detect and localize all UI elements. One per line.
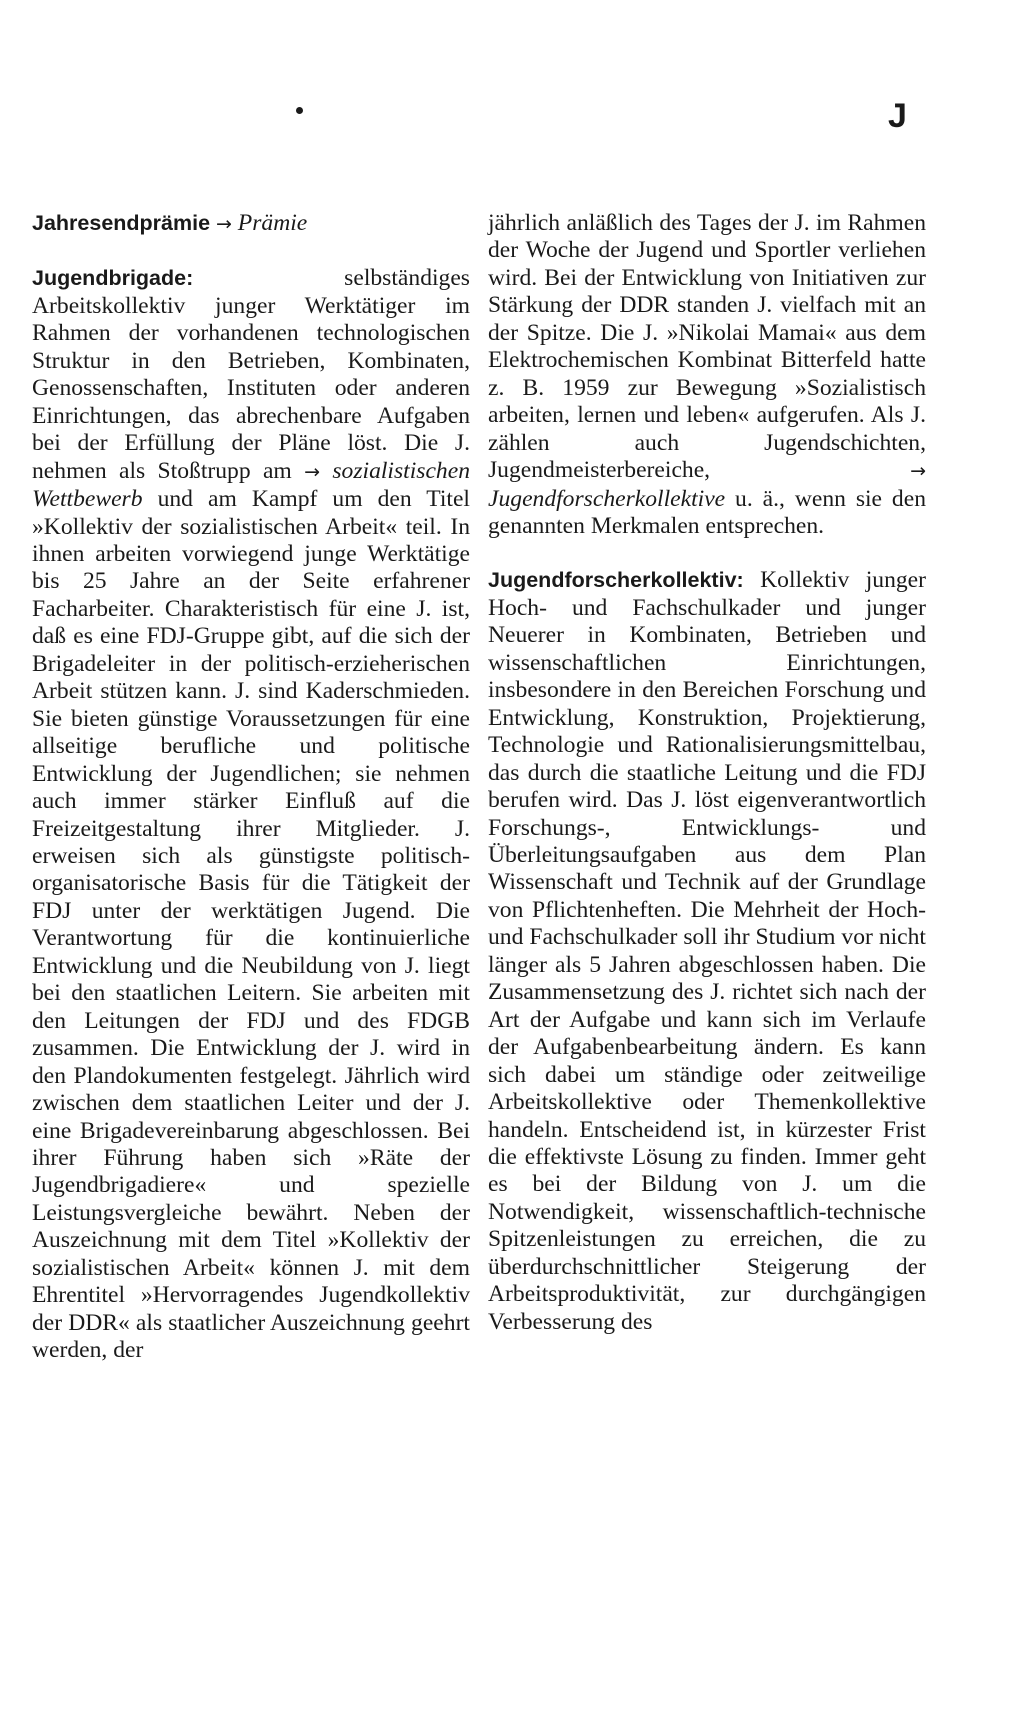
cross-reference-arrow-icon: → [910,460,926,483]
entry-term: Jugendbrigade: [32,266,194,291]
entry-term: Jahresendprämie [32,211,211,235]
cross-reference: Jugendforscherkollektive [488,485,726,512]
cross-reference-arrow-icon: → [215,213,232,235]
page-dot [296,107,303,114]
cross-reference: sozialistischen Wettbewerb [32,457,470,513]
cross-reference-arrow-icon: → [304,460,321,483]
cross-reference: Prämie [237,210,308,236]
right-column [488,210,926,1363]
entry-jugendbrigade-continued [488,210,926,540]
section-letter: J [888,97,907,135]
entry-term: Jugendforscherkollektiv: [488,568,744,593]
entry-jugendforscherkollektiv [488,567,926,1336]
entry-text: und am Kampf um den Titel »Kollektiv der sozialistischen Arbeit« teil. In ihnen arbeiten vorwiegend junge Werktätige bis 25 Jahre an der Seite erfahrener Facharbeiter. Charakteristisch für eine J. ist, daß es eine FDJ-Gruppe gibt, auf die sich der Brigadeleiter in der politisch-erzieherischen Arbeit stützen kann. J. sind Kaderschmieden. Sie bieten günstige Voraussetzungen für eine allseitige berufliche und politische Entwicklung der Jugendlichen; sie nehmen auch immer stärker Einfluß auf die Freizeitgestaltung ihrer Mitglieder. J. erweisen sich als günstigste politisch-organisatorische Basis für die Tätigkeit der FDJ unter der werktätigen Jugend. Die Verantwortung für die kontinuierliche Entwicklung und die Neubildung von J. liegt bei den staatlichen Leitern. Sie arbeiten mit den Leitungen der FDJ und des FDGB zusammen. Die Entwicklung der J. wird in den Plandokumenten festgelegt. Jährlich wird zwischen dem staatlichen Leiter und der J. eine Brigadevereinbarung abgeschlossen. Bei ihrer Führung haben sich »Räte der Jugendbrigadiere« und spezielle Leistungsvergleiche bewährt. Neben der Auszeichnung mit dem Titel »Kollektiv der sozialistischen Arbeit« können J. mit dem Ehrentitel »Hervorragendes Jugendkollektiv der DDR« als staatlicher Auszeichnung geehrt werden, der [32,486,470,1364]
entry-text: selbständiges Arbeitskollektiv junger Werktätiger im Rahmen der vorhandenen technologischen Struktur in den Betrieben, Kombinaten, Genossenschaften, Instituten oder anderen Einrichtungen, das abrechenbare Aufgaben bei der Erfüllung der Pläne löst. Die J. nehmen als Stoßtrupp am [32,265,470,484]
left-column [32,210,470,1392]
entry-text: u. ä., wenn sie den genannten Merkmalen entsprechen. [488,485,926,539]
entry-jahresendpraemie [32,210,470,238]
entry-text: jährlich anläßlich des Tages der J. im Rahmen der Woche der Jugend und Sportler verliehen wird. Bei der Entwicklung von Initiativen zur Stärkung der DDR standen J. vielfach mit an der Spitze. Die J. »Nikolai Mamai« aus dem Elektrochemischen Kombinat Bitterfeld hatte z. B. 1959 zur Bewegung »Sozialistisch arbeiten, lernen und leben« aufgerufen. Als J. zählen auch Jugendschichten, Jugendmeisterbereiche, [488,210,926,484]
entry-jugendbrigade [32,265,470,1364]
entry-text: Kollektiv junger Hoch- und Fachschulkader und junger Neuerer in Kombinaten, Betrieben und wissenschaftlichen Einrichtungen, insbesondere in den Bereichen Forschung und Entwicklung, Konstruktion, Projektierung, Technologie und Rationalisierungsmittelbau, das durch die staatliche Leitung und die FDJ berufen wird. Das J. löst eigenverantwortlich Forschungs-, Entwicklungs- und Überleitungsaufgaben aus dem Plan Wissenschaft und Technik auf der Grundlage von Pflichtenheften. Die Mehrheit der Hoch- und Fachschulkader soll ihr Studium vor nicht länger als 5 Jahren abgeschlossen haben. Die Zusammensetzung des J. richtet sich nach der Art der Aufgabe und kann sich im Verlaufe der Aufgabenbearbeitung ändern. Es kann sich dabei um ständige oder zeitweilige Arbeitskollektive oder Themenkollektive handeln. Entscheidend ist, in kürzester Frist die effektivste Lösung zu finden. Immer geht es bei der Bildung von J. um die Notwendigkeit, wissenschaftlich-technische Spitzenleistungen zu erreichen, die zu überdurchschnittlicher Steigerung der Arbeitsproduktivität, zur durchgängigen Verbesserung des [488,567,926,1335]
